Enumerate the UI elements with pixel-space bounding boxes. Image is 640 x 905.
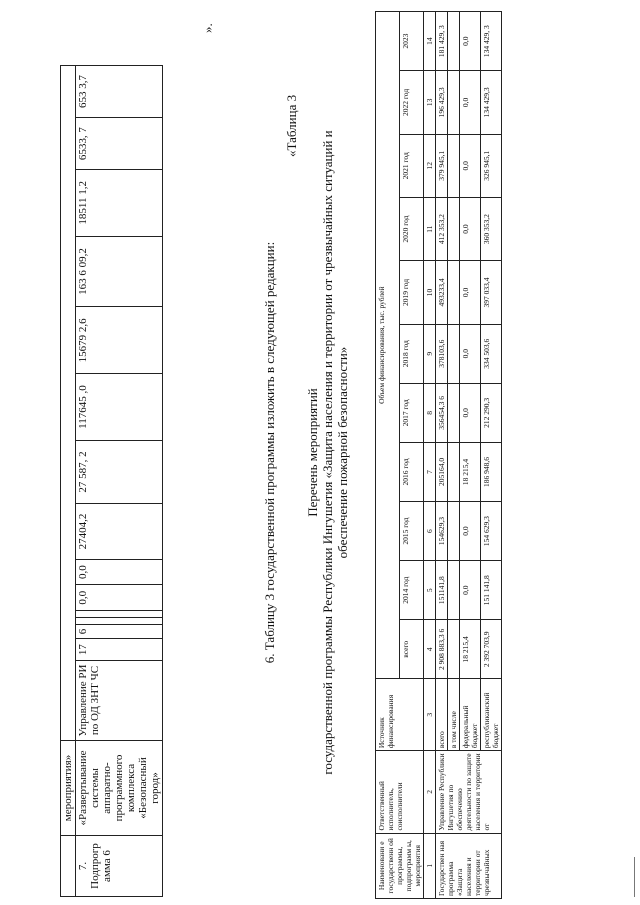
value-cell: 2 908 883,3 6	[436, 620, 448, 679]
instruction-text: 6. Таблицу 3 государственной программы изложить в следующей редакции:	[262, 241, 277, 664]
value-cell: 151 141,8	[481, 561, 502, 620]
value-cell: 0,0	[460, 324, 481, 383]
col-header-year: 2016 год	[400, 442, 424, 501]
column-number: 3	[424, 679, 436, 751]
column-number: 4	[424, 620, 436, 679]
column-number: 1	[424, 833, 436, 898]
value-cell: 181 429, 3	[436, 12, 448, 71]
column-number: 10	[424, 261, 436, 324]
col-header-year: 2017 год	[400, 383, 424, 442]
value-cell: 117645 ,0	[76, 374, 163, 440]
value-cell: 0,0	[76, 559, 163, 585]
code-b: 6	[76, 624, 163, 638]
header-cell: мероприятия»	[61, 741, 76, 836]
value-cell: 0,0	[460, 261, 481, 324]
column-number: 5	[424, 561, 436, 620]
table-row	[61, 66, 76, 897]
value-cell: 379 945,1	[436, 134, 448, 197]
value-cell: 360 353,2	[481, 197, 502, 260]
value-cell: 356454,3 6	[436, 383, 448, 442]
column-number: 12	[424, 134, 436, 197]
column-number: 9	[424, 324, 436, 383]
footer-divider	[634, 857, 635, 897]
value-cell: 326 945,1	[481, 134, 502, 197]
value-cell: 163 6 09,2	[76, 236, 163, 307]
col-header-name: Наименовани е государственн ой программы, подпрограмм ы, мероприятия	[376, 833, 424, 898]
col-header-year: 2023	[400, 12, 424, 71]
value-cell: 154 629,3	[481, 502, 502, 561]
col-header-source: Источник финансирования	[376, 679, 424, 751]
event-name: «Развертывание системы аппаратно-программного комплекса «Безопасный город»	[76, 741, 163, 836]
column-number: 11	[424, 197, 436, 260]
table-number: «Таблица 3	[284, 94, 299, 157]
source-cell: в том числе	[448, 679, 460, 751]
source-cell: федеральный бюджет	[460, 679, 481, 751]
value-cell: 0,0	[460, 134, 481, 197]
title-line: обеспечение пожарной безопасности»	[335, 346, 350, 559]
title-line: государственной программы Республики Ингушетия «Защита населения и территории от чрезвычайных ситуаций и	[320, 130, 335, 775]
value-cell: 212 290,3	[481, 383, 502, 442]
table-row	[76, 66, 163, 897]
value-cell: 18 215,4	[460, 442, 481, 501]
source-cell: республиканский бюджет	[481, 679, 502, 751]
col-header-year: 2020 год	[400, 197, 424, 260]
column-number: 6	[424, 502, 436, 561]
value-cell: 0,0	[460, 12, 481, 71]
column-number-row	[424, 12, 436, 899]
table-3	[375, 11, 502, 899]
column-number: 14	[424, 12, 436, 71]
value-cell: 151141,8	[436, 561, 448, 620]
col-header-year: 2014 год	[400, 561, 424, 620]
col-header-year: 2021 год	[400, 134, 424, 197]
value-cell: 154629,3	[436, 502, 448, 561]
value-cell: 334 503,6	[481, 324, 502, 383]
table-row	[436, 12, 448, 899]
col-header-year: 2019 год	[400, 261, 424, 324]
value-cell: 134 429, 3	[481, 12, 502, 71]
value-cell: 0,0	[76, 585, 163, 611]
column-number: 7	[424, 442, 436, 501]
value-cell: 0,0	[460, 71, 481, 134]
value-cell: 0,0	[460, 502, 481, 561]
value-cell: 0,0	[460, 197, 481, 260]
col-header-year: 2022 год	[400, 71, 424, 134]
value-cell: 653 3,7	[76, 66, 163, 118]
value-cell: 134 429,3	[481, 71, 502, 134]
column-number: 13	[424, 71, 436, 134]
value-cell: 2 392 703,9	[481, 620, 502, 679]
row-number: 7.	[77, 861, 89, 871]
col-header-executor: Ответственный исполнитель, соисполнители	[376, 751, 424, 833]
col-header-year: 2018 год	[400, 324, 424, 383]
value-cell: 205164,0	[436, 442, 448, 501]
executor: Управление РИ по ОД ЗНТ ЧС	[76, 661, 163, 741]
value-cell: 27 587, 2	[76, 440, 163, 503]
code-a: 17	[76, 639, 163, 661]
value-cell: 0,0	[460, 561, 481, 620]
value-cell: 6533, 7	[76, 118, 163, 170]
subprogram-label: Подпрогр амма 6	[89, 843, 113, 889]
value-cell	[76, 611, 163, 618]
value-cell: 378103,6	[436, 324, 448, 383]
value-cell: 0,0	[460, 383, 481, 442]
value-cell: 397 033,4	[481, 261, 502, 324]
value-cell: 27404,2	[76, 504, 163, 560]
program-name: Государствен ная программа «Защита населения и территории от чрезвычайных	[436, 833, 502, 898]
value-cell: 493233,4	[436, 261, 448, 324]
value-cell: 18511 1,2	[76, 170, 163, 236]
title-line: Перечень мероприятий	[305, 388, 320, 517]
table-header-row	[376, 12, 400, 899]
column-number: 8	[424, 383, 436, 442]
value-cell: 186 948,6	[481, 442, 502, 501]
column-number: 2	[424, 751, 436, 833]
value-cell: 196 429,3	[436, 71, 448, 134]
value-cell: 18 215,4	[460, 620, 481, 679]
value-cell: 412 353,2	[436, 197, 448, 260]
program-executor: Управление Республики Ингушетия по обеспечению деятельности по защите населения и территории от	[436, 751, 502, 833]
closing-quote-mark: ».	[200, 23, 215, 33]
col-header-funding: Объем финансирования, тыс. рублей	[376, 12, 400, 679]
source-cell: всего	[436, 679, 448, 751]
value-cell: 15679 2,6	[76, 307, 163, 374]
col-header-year: 2015 год	[400, 502, 424, 561]
col-header-total: всего	[400, 620, 424, 679]
value-cell	[76, 617, 163, 624]
row-number-cell	[76, 836, 163, 897]
list-title	[305, 0, 350, 905]
table-2-continuation	[60, 65, 163, 897]
